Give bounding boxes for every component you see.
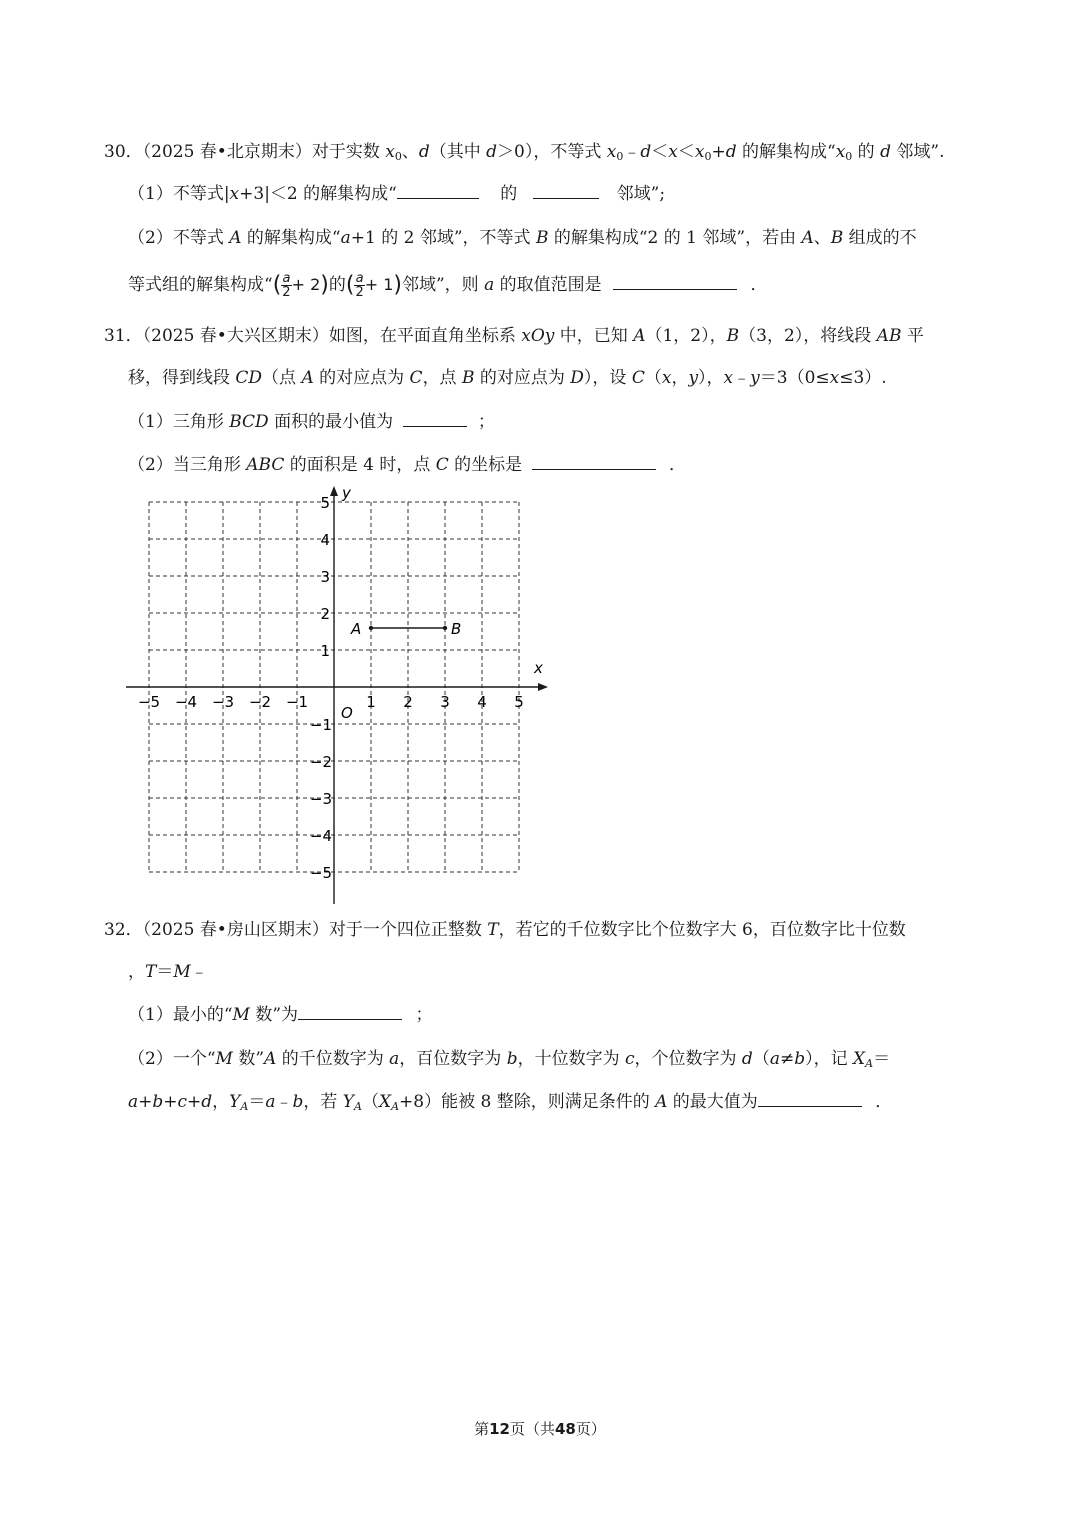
q31-text: 的坐标是 bbox=[448, 455, 523, 475]
q31-part2 bbox=[128, 453, 686, 477]
subscript: 0 bbox=[616, 150, 624, 163]
paren: ) bbox=[393, 272, 402, 298]
var-d: d bbox=[418, 142, 430, 162]
q32-text: （ bbox=[752, 1049, 770, 1069]
y-axis-arrow bbox=[330, 486, 338, 496]
subscript: A bbox=[240, 1100, 249, 1113]
x-tick-label: 3 bbox=[440, 693, 450, 711]
q32-part1 bbox=[128, 1003, 432, 1027]
q31-text: （点 bbox=[262, 368, 302, 388]
q31-text: ）， bbox=[698, 368, 724, 388]
y-tick-label: 2 bbox=[320, 605, 330, 623]
footer-text: 第 bbox=[474, 1420, 490, 1438]
q32-source: （2025 春•房山区期末） bbox=[142, 920, 329, 940]
var-x: x bbox=[835, 142, 846, 162]
subscript: 0 bbox=[845, 150, 853, 163]
q30-line-1 bbox=[104, 140, 944, 169]
answer-blank[interactable] bbox=[397, 182, 479, 199]
q32-part2-line-2 bbox=[128, 1090, 892, 1119]
q32-number: 32． bbox=[104, 920, 143, 940]
q31-text: ，点 bbox=[422, 368, 462, 388]
q32-text: ＝ bbox=[156, 962, 174, 982]
x-tick-label: −1 bbox=[285, 693, 309, 711]
q30-text: （其中 bbox=[429, 142, 487, 162]
q31-text: ），设 bbox=[583, 368, 632, 388]
var: M bbox=[173, 962, 191, 982]
math-text: + 2 bbox=[291, 275, 321, 294]
q31-text: ≤3）. bbox=[839, 368, 887, 388]
var: ABC bbox=[246, 455, 285, 475]
answer-blank[interactable] bbox=[532, 453, 656, 470]
q30-number: 30． bbox=[104, 142, 143, 162]
origin-label: O bbox=[341, 704, 353, 722]
q31-text: 平 bbox=[901, 326, 924, 346]
y-tick-label: 4 bbox=[320, 531, 330, 549]
q31-text: ． bbox=[669, 455, 686, 475]
y-axis-label: y bbox=[342, 484, 351, 502]
q31-text: 的面积是 4 时，点 bbox=[284, 455, 436, 475]
q32-line-2 bbox=[128, 960, 208, 984]
footer-text: 页（共 bbox=[509, 1420, 555, 1438]
q32-text: +8）能被 8 整除，则满足条件的 bbox=[399, 1092, 656, 1112]
q30-text: 的 bbox=[852, 142, 881, 162]
var: B bbox=[830, 228, 844, 248]
part-label: （1）最小的“ bbox=[128, 1005, 233, 1025]
part-label: （2）一个“ bbox=[128, 1049, 216, 1069]
q32-part2-line-1 bbox=[128, 1047, 890, 1076]
var: X bbox=[853, 1049, 866, 1069]
part-label: （2）不等式 bbox=[128, 228, 230, 248]
var: b bbox=[506, 1049, 518, 1069]
subscript: A bbox=[865, 1057, 874, 1070]
var: y bbox=[750, 368, 760, 388]
q32-text: 数”为 bbox=[249, 1005, 299, 1025]
answer-blank[interactable] bbox=[403, 410, 467, 427]
subscript: 0 bbox=[394, 150, 402, 163]
q30-text: ﹣ bbox=[623, 142, 641, 162]
q30-source: （2025 春•北京期末） bbox=[142, 142, 312, 162]
y-tick-label: −2 bbox=[309, 753, 332, 771]
q32-text: ，十位数字为 bbox=[517, 1049, 625, 1069]
q30-text: 的 bbox=[500, 184, 518, 204]
q31-text: ＝3（0≤ bbox=[759, 368, 830, 388]
x-tick-label: 5 bbox=[514, 693, 524, 711]
q30-text: 的取值范围是 bbox=[494, 275, 602, 295]
answer-blank[interactable] bbox=[533, 182, 599, 199]
var: a bbox=[340, 228, 351, 248]
total-pages: 48 bbox=[555, 1420, 576, 1438]
fraction-denominator: 2 bbox=[282, 285, 291, 300]
var: AB bbox=[876, 326, 902, 346]
var: d bbox=[741, 1049, 753, 1069]
answer-blank[interactable] bbox=[758, 1090, 862, 1107]
math-expression: a+b+c+d bbox=[128, 1092, 213, 1112]
var: b bbox=[794, 1049, 806, 1069]
var: C bbox=[631, 368, 645, 388]
q30-text: 、 bbox=[813, 228, 831, 248]
var: CD bbox=[235, 368, 263, 388]
footer-text: 页） bbox=[575, 1420, 606, 1438]
q30-part2-line-1 bbox=[128, 226, 917, 250]
page-footer bbox=[0, 1418, 1080, 1439]
part-label: （1）三角形 bbox=[128, 412, 230, 432]
q31-number: 31． bbox=[104, 326, 143, 346]
q32-text: ﹣ bbox=[190, 962, 208, 982]
fraction-numerator: a bbox=[282, 271, 291, 286]
coordinate-graph bbox=[120, 480, 560, 910]
q32-text: 的最大值为 bbox=[667, 1092, 758, 1112]
q30-text: 等式组的解集构成“ bbox=[128, 275, 273, 295]
var: C bbox=[435, 455, 449, 475]
q32-text: ），记 bbox=[805, 1049, 853, 1069]
var: a bbox=[389, 1049, 400, 1069]
point-A-label: A bbox=[351, 620, 362, 638]
y-tick-label: −1 bbox=[309, 716, 332, 734]
q30-text: + bbox=[711, 142, 726, 162]
x-tick-label: 2 bbox=[403, 693, 413, 711]
q32-text: 对于一个四位正整数 bbox=[328, 920, 488, 940]
var-x: x bbox=[385, 142, 395, 162]
q30-text: 邻域”. bbox=[890, 142, 945, 162]
q32-text: ，若 bbox=[303, 1092, 343, 1112]
x-axis-label: x bbox=[534, 659, 543, 677]
var: D bbox=[570, 368, 584, 388]
var: C bbox=[409, 368, 423, 388]
var-d: d bbox=[880, 142, 891, 162]
var-d: d bbox=[486, 142, 498, 162]
q32-text: ，个位数字为 bbox=[634, 1049, 742, 1069]
q31-text: （3，2），将线段 bbox=[739, 326, 877, 346]
var-x: x bbox=[606, 142, 617, 162]
answer-blank[interactable] bbox=[298, 1003, 402, 1020]
q31-text: （1，2）， bbox=[645, 326, 727, 346]
q31-source: （2025 春•大兴区期末） bbox=[142, 326, 329, 346]
paren: ( bbox=[272, 272, 282, 298]
x-tick-label: −5 bbox=[137, 693, 161, 711]
var: x bbox=[829, 368, 840, 388]
q31-text: 面积的最小值为 bbox=[268, 412, 394, 432]
q30-text: 组成的不 bbox=[843, 228, 917, 248]
var: a bbox=[769, 1049, 780, 1069]
q32-text: 数” bbox=[232, 1049, 265, 1069]
var: a bbox=[484, 275, 495, 295]
q30-text: ＜ bbox=[651, 142, 669, 162]
paren: ) bbox=[320, 272, 329, 298]
var: c bbox=[624, 1049, 635, 1069]
var: x bbox=[661, 368, 672, 388]
q32-text: ﹣ bbox=[275, 1092, 293, 1112]
point-A-dot bbox=[369, 626, 373, 630]
q32-text: ； bbox=[415, 1005, 433, 1025]
q32-text: ＝ bbox=[248, 1092, 266, 1112]
q32-line-1 bbox=[104, 918, 906, 942]
paren: ( bbox=[345, 272, 355, 298]
var-x: x bbox=[229, 184, 240, 204]
y-tick-labels bbox=[310, 494, 332, 882]
q30-text: ＞0），不等式 bbox=[497, 142, 607, 162]
subscript: A bbox=[391, 1100, 400, 1113]
q31-text: ， bbox=[671, 368, 689, 388]
part-label: （2）当三角形 bbox=[128, 455, 247, 475]
var: A bbox=[655, 1092, 668, 1112]
q31-text: ﹣ bbox=[733, 368, 751, 388]
subscript: A bbox=[354, 1100, 362, 1113]
fraction bbox=[354, 272, 364, 299]
subscript: 0 bbox=[704, 150, 712, 163]
y-tick-label: −5 bbox=[309, 864, 332, 882]
var-x: x bbox=[694, 142, 705, 162]
point-B-dot bbox=[443, 626, 447, 630]
var: x bbox=[723, 368, 734, 388]
var-d: d bbox=[725, 142, 737, 162]
q31-text: （ bbox=[644, 368, 662, 388]
q31-text: 如图，在平面直角坐标系 bbox=[328, 326, 522, 346]
y-tick-label: 1 bbox=[320, 642, 330, 660]
var-x: x bbox=[668, 142, 678, 162]
q30-part2-line-2 bbox=[128, 268, 767, 303]
q31-text: 的对应点为 bbox=[474, 368, 571, 388]
var: B bbox=[535, 228, 549, 248]
var: M bbox=[232, 1005, 250, 1025]
q32-text: ， bbox=[128, 962, 145, 982]
var: T bbox=[145, 962, 157, 982]
q30-text: ． bbox=[750, 275, 768, 295]
fraction bbox=[281, 272, 291, 299]
page-number: 12 bbox=[489, 1420, 510, 1438]
x-axis-arrow bbox=[538, 683, 548, 691]
q30-text: +3|＜2 的解集构成“ bbox=[239, 184, 397, 204]
x-tick-label: 1 bbox=[366, 693, 376, 711]
var: BCD bbox=[229, 412, 269, 432]
x-tick-labels bbox=[138, 693, 524, 711]
var: A bbox=[301, 368, 314, 388]
y-tick-label: 3 bbox=[320, 568, 330, 586]
var: Y bbox=[229, 1092, 241, 1112]
q30-text: 对于实数 bbox=[311, 142, 386, 162]
x-tick-label: −3 bbox=[211, 693, 235, 711]
answer-blank[interactable] bbox=[613, 273, 737, 290]
q32-text: ＝ bbox=[873, 1049, 891, 1069]
part-label: （1）不等式| bbox=[128, 184, 230, 204]
var: M bbox=[215, 1049, 233, 1069]
q32-text: （ bbox=[361, 1092, 379, 1112]
q30-part1 bbox=[128, 182, 665, 206]
var: B bbox=[461, 368, 475, 388]
x-tick-label: 4 bbox=[477, 693, 487, 711]
var: A bbox=[801, 228, 814, 248]
var: T bbox=[487, 920, 499, 940]
y-tick-label: −3 bbox=[309, 790, 332, 808]
q31-text: 的对应点为 bbox=[313, 368, 410, 388]
q30-text: 的 bbox=[328, 275, 346, 295]
var: Y bbox=[342, 1092, 355, 1112]
q30-text: 邻域”，则 bbox=[401, 275, 485, 295]
q30-text: 、 bbox=[401, 142, 419, 162]
var: X bbox=[378, 1092, 392, 1112]
q32-text: ，若它的千位数字比个位数字大 6，百位数字比十位数 bbox=[498, 920, 906, 940]
q31-part1 bbox=[128, 410, 495, 434]
var: A bbox=[229, 228, 242, 248]
q32-text: ≠ bbox=[779, 1049, 795, 1069]
q30-text: 的解集构成“2 的 1 邻域”，若由 bbox=[548, 228, 802, 248]
q32-text: ， bbox=[212, 1092, 230, 1112]
y-tick-label: −4 bbox=[309, 827, 332, 845]
var-d: d bbox=[640, 142, 652, 162]
var: a bbox=[265, 1092, 276, 1112]
q30-text: ＜ bbox=[677, 142, 695, 162]
q31-text: 中，已知 bbox=[554, 326, 634, 346]
var: y bbox=[688, 368, 699, 388]
q30-text: +1 的 2 邻域”，不等式 bbox=[350, 228, 536, 248]
var: B bbox=[726, 326, 740, 346]
q30-text: 的解集构成“ bbox=[241, 228, 341, 248]
var: b bbox=[292, 1092, 304, 1112]
x-tick-label: −2 bbox=[248, 693, 272, 711]
x-tick-label: −4 bbox=[174, 693, 198, 711]
var: A bbox=[633, 326, 646, 346]
q30-text: 邻域”; bbox=[616, 184, 666, 204]
q32-text: ． bbox=[875, 1092, 893, 1112]
q32-text: 的千位数字为 bbox=[276, 1049, 390, 1069]
q31-line-2 bbox=[128, 366, 887, 390]
math-text: + 1 bbox=[364, 275, 394, 294]
fraction-denominator: 2 bbox=[355, 285, 364, 300]
var: xOy bbox=[521, 326, 555, 346]
q31-text: 移，得到线段 bbox=[128, 368, 236, 388]
q30-text: 的解集构成“ bbox=[736, 142, 836, 162]
fraction-numerator: a bbox=[355, 271, 364, 286]
q31-line-1 bbox=[104, 324, 924, 348]
q32-text: ，百位数字为 bbox=[399, 1049, 507, 1069]
var: A bbox=[264, 1049, 277, 1069]
point-B-label: B bbox=[451, 620, 462, 638]
y-tick-label: 5 bbox=[320, 494, 330, 512]
q31-text: ； bbox=[477, 412, 495, 432]
